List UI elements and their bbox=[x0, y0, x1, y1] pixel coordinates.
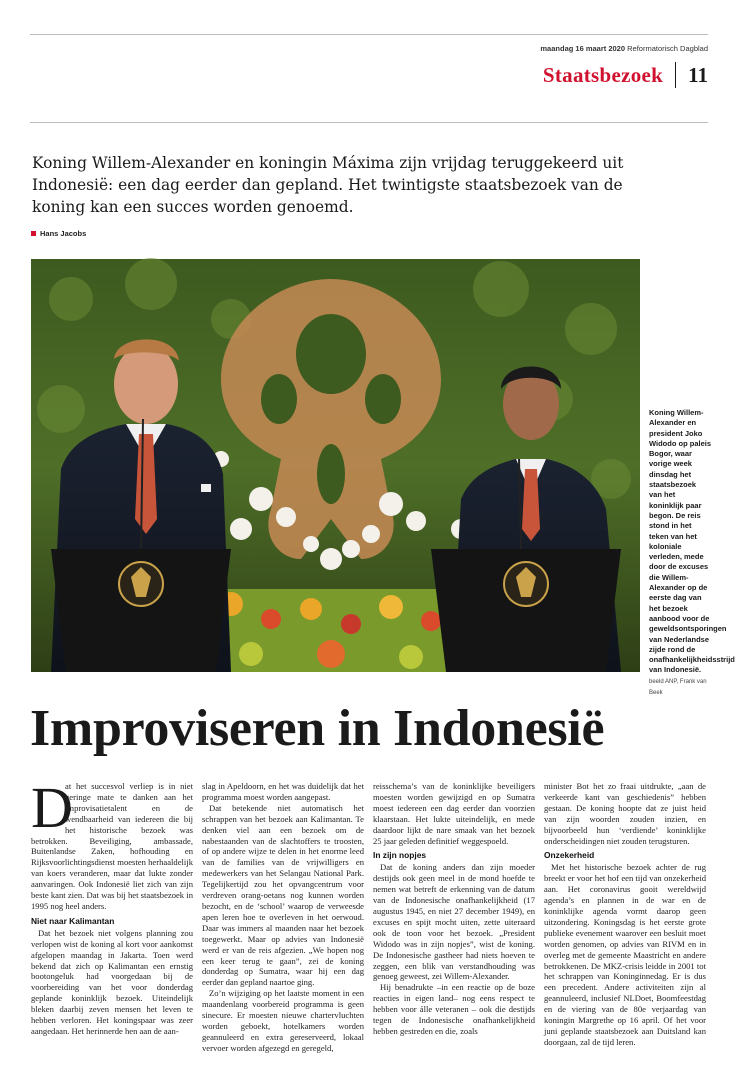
paragraph: Hij benadrukte –in een reactie op de boze reacties in eigen land– nog eens respect te hebben voor álle veteranen – ook die destijds tegen de Indonesische onafhankelijkheid hebben gestreden en die, zoals bbox=[373, 982, 535, 1036]
page-number: 11 bbox=[688, 62, 708, 87]
paragraph: reisschema’s van de koninklijke beveiligers moesten worden gewijzigd en op Sumatra moest iedereen een dag eerder dan voorzien klaarstaan. Het lukte uiteindelijk, en mede daardoor lijkt de nare smaak van het bezoek 25 jaar geleden definitief weggespoeld. bbox=[373, 781, 535, 846]
column-3 bbox=[373, 781, 535, 1054]
section-name: Staatsbezoek bbox=[542, 62, 664, 87]
paragraph: Dat betekende niet automatisch het schrappen van het bezoek aan Kalimantan. Te denken viel aan een bezoek om de nabestaanden van de slachtoffers te troosten, of op andere wijze te delen in het enorme leed van de families van de vrijwilligers en medewerkers van het Selangau National Park. Tegelijkertijd zou het opvangcentrum voor verdreven orang-oetans nog kunnen worden bezocht, en de ‘school’ waarop de verweesde apen leren hoe te overleven in het oerwoud. Daar was immers al maanden naar het bezoek toegewerkt. Maar op advies van Indonesië werd er van de reis afgezien. „We hopen nog een keer terug te gaan”, zei de koning donderdag op Sumatra, waar hij een dag eerder dan gepland naartoe ging. bbox=[202, 802, 364, 988]
intro-lead: Koning Willem-Alexander en koningin Máxima zijn vrijdag teruggekeerd uit Indonesië: een dag eerder dan gepland. Het twintigste staatsbezoek van de koning kan een succes worden genoemd. bbox=[32, 154, 624, 216]
paragraph: Zo’n wijziging op het laatste moment in een maandenlang voorbereid programma is geen sinecure. Er moesten nieuwe chartervluchten worden geboekt, hotelkamers worden geannuleerd en extra gereserveerd, lokaal vervoer worden afgezegd en geregeld, bbox=[202, 988, 364, 1053]
subheading: In zijn nopjes bbox=[373, 850, 427, 861]
section-divider bbox=[675, 62, 676, 88]
photo-caption bbox=[649, 408, 735, 698]
drop-cap-letter: D bbox=[31, 775, 73, 840]
paragraph: Dat de koning anders dan zijn moeder destijds ook geen meel in de mond hoefde te nemen wat betreft de erkenning van de datum van de Indonesische onafhankelijkheid (17 augustus 1945, en niet 27 december 1949), en excuses en spijt mocht uiten, zette uiteraard ook de toon voor het bezoek. „President Widodo was in zijn nopjes”, wist de koning. De Indonesische gastheer had niets hoeven te zeggen, een blik van verstandhouding was genoeg geweest, zei Willem-Alexander. bbox=[373, 862, 535, 982]
column-1 bbox=[31, 775, 193, 1054]
main-photo bbox=[31, 259, 640, 672]
column-4 bbox=[544, 781, 706, 1054]
column-2 bbox=[202, 781, 364, 1054]
drop-cap bbox=[31, 775, 73, 840]
subheading: Onzekerheid bbox=[544, 850, 595, 861]
paper-name: Reformatorisch Dagblad bbox=[627, 44, 708, 53]
header-rule bbox=[30, 122, 708, 123]
photo-credit: beeld ANP, Frank van Beek bbox=[649, 678, 707, 697]
byline bbox=[31, 229, 86, 238]
photo-illustration bbox=[31, 259, 640, 672]
top-rule bbox=[30, 34, 708, 35]
paragraph: slag in Apeldoorn, en het was duidelijk dat het programma moest worden aangepast. bbox=[202, 781, 364, 802]
article-body bbox=[31, 775, 707, 1054]
caption-text: Koning Willem-Alexander en president Joko Widodo op paleis Bogor, waar vorige week dinsdag het staatsbezoek van het koninklijk paar begon. De reis stond in het teken van het koloniale verleden, mede door de excuses die Willem-Alexander op de eerste dag van het bezoek aanbood voor de geweldsontsporingen van Nederlandse zijde rond de onafhankelijkheidsstrijd van Indonesië. bbox=[649, 408, 735, 675]
paragraph: at het succesvol verliep is in niet geringe mate te danken aan het improvisatietalent en de wendbaarheid van iedereen die bij het historische bezoek was betrokken. Beveiliging, ambassade, Buitenlandse Zaken, hofhouding en Rijksvoorlichtingsdienst moesten herhaaldelijk van koers veranderen, maar dat lukte zonder aanvaringen. Ook Indonesië liet zich van zijn beste kant zien. Dat was bij het staatsbezoek in 1995 nog heel anders. bbox=[31, 781, 193, 911]
author-name: Hans Jacobs bbox=[40, 229, 87, 238]
byline-marker bbox=[31, 231, 36, 236]
dateline bbox=[540, 44, 708, 53]
paragraph: minister Bot het zo fraai uitdrukte, „aan de verkeerde kant van geschiedenis” hebben gestaan. De koning hoopte dat ze juist heid van zijn woorden zouden inzien, en bijvoorbeeld hun ‘verdiende’ koninklijke onderscheidingen niet zouden terugsturen. bbox=[544, 781, 706, 846]
headline: Improviseren in Indonesië bbox=[30, 700, 605, 757]
paragraph: Dat het bezoek niet volgens planning zou verlopen wist de koning al kort voor aankomst afgelopen maandag in Jakarta. Toen werd bekend dat zich op Kalimantan een ernstig bootongeluk had voorgedaan bij de voorbereiding van het voor donderdag geplande koninklijk bezoek. Uiteindelijk bleken daarbij zeven mensen het leven te hebben verloren. Het koningspaar was zeer aangedaan. Het herinnerde hen aan de aan- bbox=[31, 927, 193, 1036]
date: maandag 16 maart 2020 bbox=[540, 44, 626, 53]
section-header bbox=[543, 62, 708, 88]
paragraph: Met het historische bezoek achter de rug breekt er voor het hof een tijd van onzekerheid aan. Het coronavirus gooit wereldwijd agenda’s en plannen in de war en de koninklijke agenda vormt daarop geen uitzondering. Koningsdag is het eerste grote publieke evenement waarover een besluit moet worden genomen, op advies van RIVM en in overleg met de gemeente Maastricht en andere betrokkenen. De MKZ-crisis leidde in 2001 tot het schrappen van Koninginnedag. Er is dus een precedent. Andere activiteiten zijn al geannuleerd, inclusief NLDoet, Boomfeestdag en de viering van de 80e verjaardag van koningin Margrethe op 16 april. Of het voor juni geplande staatsbezoek aan Duitsland kan doorgaan, zal de tijd leren. bbox=[544, 862, 706, 1047]
subheading: Niet naar Kalimantan bbox=[31, 915, 115, 926]
